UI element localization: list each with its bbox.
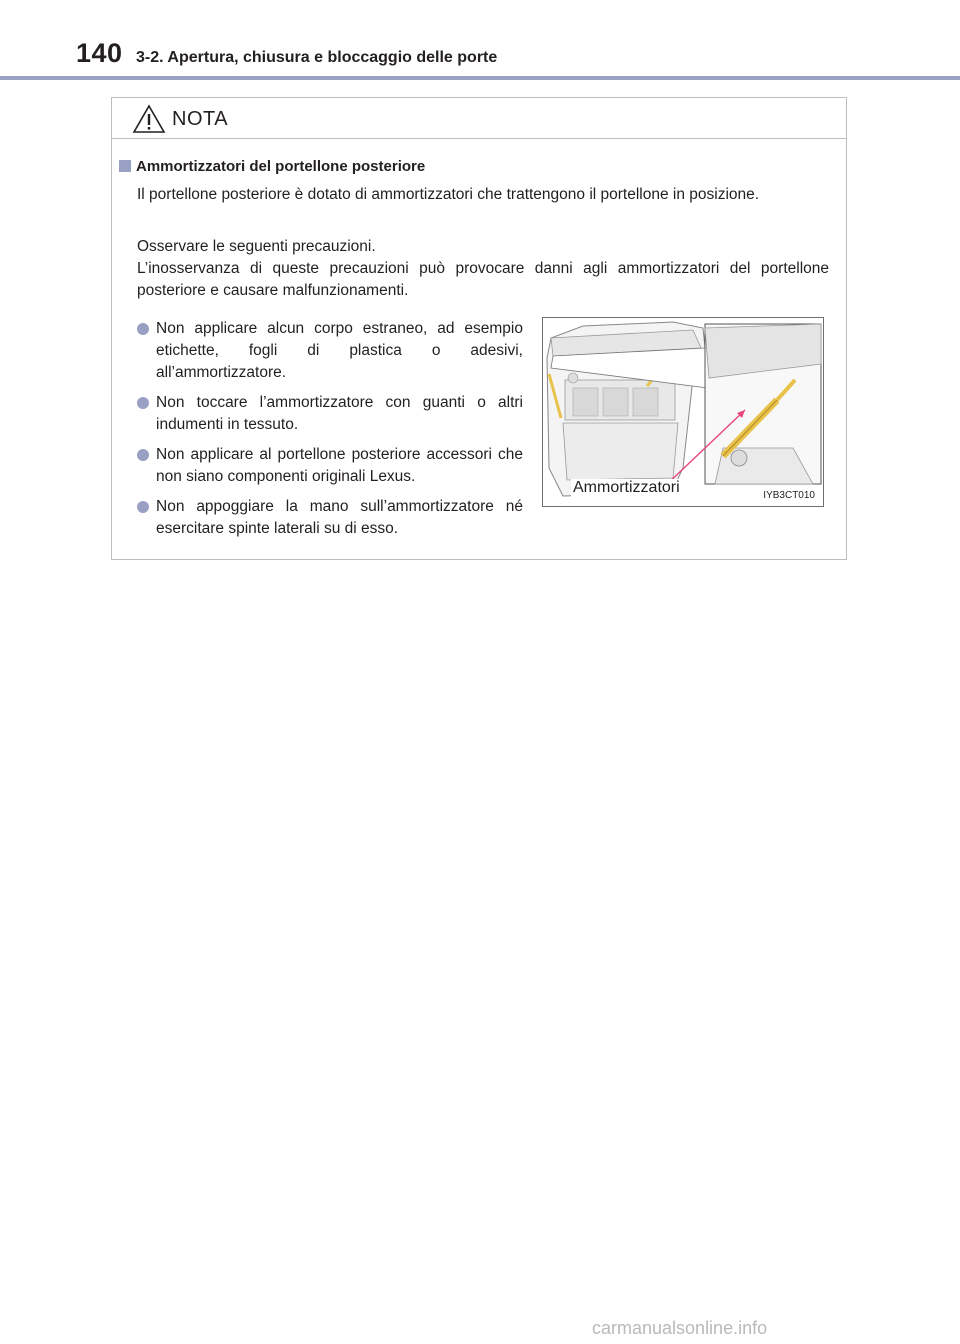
list-item xyxy=(137,392,523,436)
figure-label: Ammortizzatori xyxy=(573,479,680,496)
paragraph-precautions xyxy=(137,236,829,302)
list-item-text: Non toccare l’ammortizzatore con guanti o altri indumenti in tessuto. xyxy=(156,394,523,433)
bullet-dot-icon xyxy=(137,449,149,461)
bullet-dot-icon xyxy=(137,397,149,409)
precautions-lead: Osservare le seguenti precauzioni. xyxy=(137,238,376,255)
page-number: 140 xyxy=(76,38,123,68)
watermark: carmanualsonline.info xyxy=(592,1318,768,1338)
figure-code: IYB3CT010 xyxy=(763,490,815,501)
precautions-warning: L’inosservanza di queste precauzioni può provocare danni agli ammortizzatori del portellone posteriore e causare malfunzionamenti. xyxy=(137,260,829,299)
header-rule xyxy=(0,76,960,80)
nota-label: NOTA xyxy=(172,108,229,130)
running-head: 3-2. Apertura, chiusura e bloccaggio delle porte xyxy=(136,49,498,66)
paragraph-intro: Il portellone posteriore è dotato di ammortizzatori che trattengono il portellone in posizione. xyxy=(137,186,760,203)
section-bullet-icon xyxy=(119,160,131,172)
list-item-text: Non applicare al portellone posteriore accessori che non siano componenti originali Lexus. xyxy=(156,446,523,485)
tailgate-strut-illustration xyxy=(542,317,824,507)
list-item-text: Non applicare alcun corpo estraneo, ad esempio etichette, fogli di plastica o adesivi, all’ammortizzatore. xyxy=(156,320,523,381)
list-item xyxy=(137,444,523,488)
precaution-list xyxy=(137,318,523,548)
nota-header xyxy=(112,98,846,139)
bullet-dot-icon xyxy=(137,323,149,335)
section-title: Ammortizzatori del portellone posteriore xyxy=(136,158,426,175)
list-item xyxy=(137,496,523,540)
list-item-text: Non appoggiare la mano sull’ammortizzatore né esercitare spinte laterali su di esso. xyxy=(156,498,523,537)
warning-icon xyxy=(132,104,166,134)
bullet-dot-icon xyxy=(137,501,149,513)
list-item xyxy=(137,318,523,384)
